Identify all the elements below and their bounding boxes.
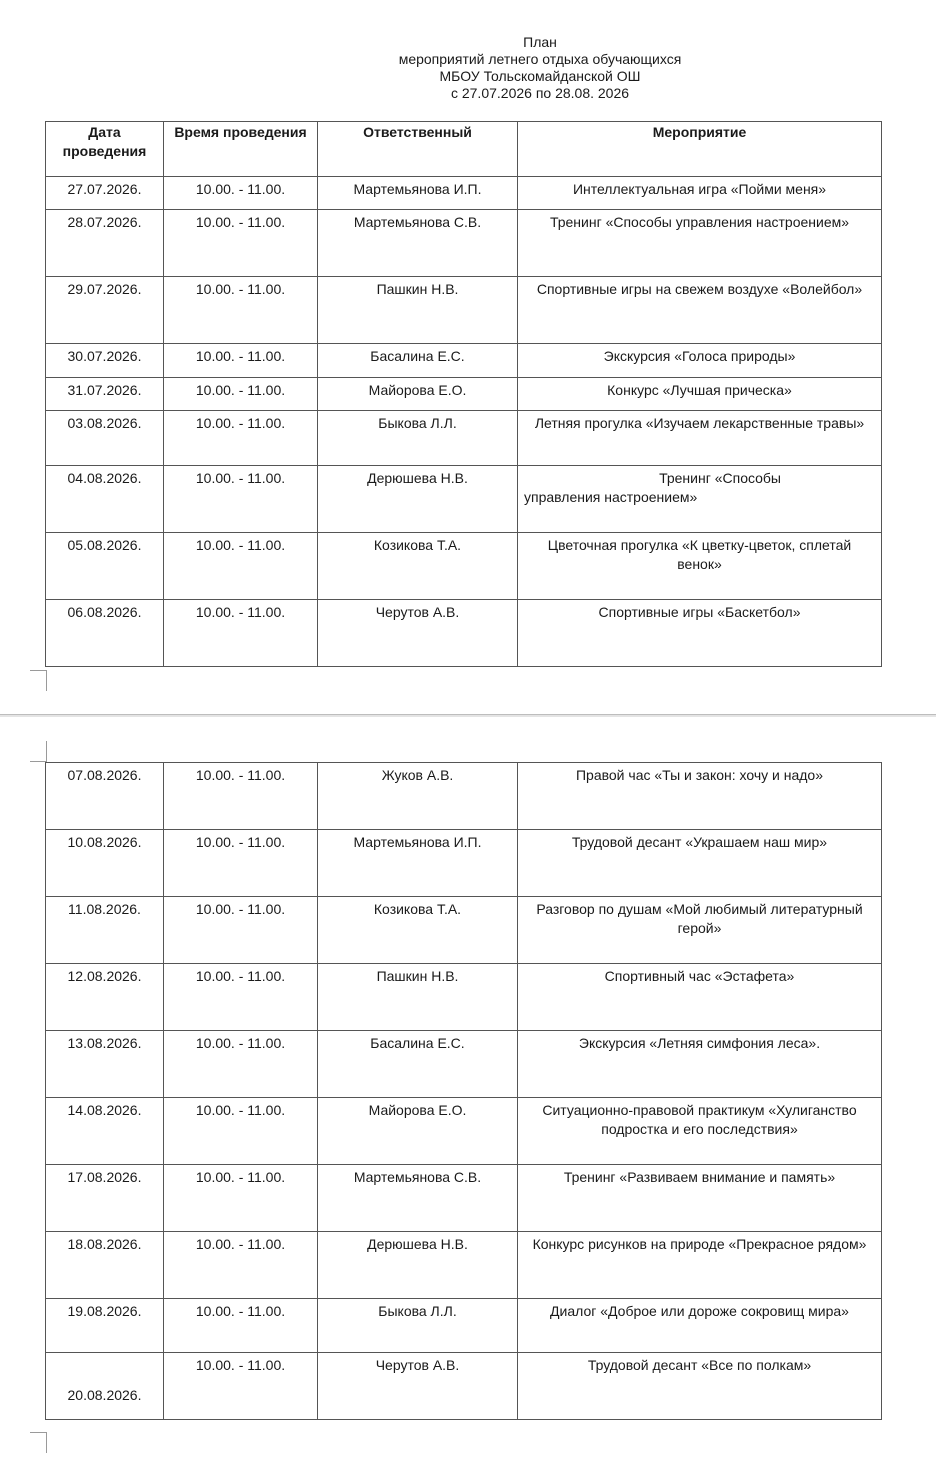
cell-event: Летняя прогулка «Изучаем лекарственные травы» [518,411,882,466]
title-line-2: мероприятий летнего отдыха обучающихся [398,51,682,67]
cell-responsible: Пашкин Н.В. [318,964,518,1031]
cell-responsible: Черутов А.В. [318,1353,518,1420]
title-line-3: МБОУ Тольскомайданской ОШ [439,68,641,84]
cell-time: 10.00. - 11.00. [164,1031,318,1098]
cell-time: 10.00. - 11.00. [164,411,318,466]
cell-time: 10.00. - 11.00. [164,1165,318,1232]
schedule-table-page-2 [45,762,882,1420]
cell-time: 10.00. - 11.00. [164,964,318,1031]
cell-responsible: Козикова Т.А. [318,533,518,600]
cell-date: 12.08.2026. [46,964,164,1031]
cell-time: 10.00. - 11.00. [164,277,318,344]
page-corner-mark [30,670,47,691]
cell-time: 10.00. - 11.00. [164,1353,318,1420]
cell-responsible: Майорова Е.О. [318,378,518,411]
cell-date: 04.08.2026. [46,466,164,533]
table-row [46,378,882,411]
cell-date: 03.08.2026. [46,411,164,466]
table-row [46,1232,882,1299]
cell-date: 13.08.2026. [46,1031,164,1098]
cell-event: Спортивные игры «Баскетбол» [518,600,882,667]
cell-time: 10.00. - 11.00. [164,378,318,411]
cell-time: 10.00. - 11.00. [164,177,318,210]
table-row [46,1098,882,1165]
table-row [46,411,882,466]
table-row [46,964,882,1031]
cell-event: Тренинг «Способы управления настроением» [518,210,882,277]
cell-time: 10.00. - 11.00. [164,763,318,830]
table-row [46,1299,882,1353]
cell-event: Цветочная прогулка «К цветку-цветок, сплетай венок» [518,533,882,600]
cell-event-line-1: Тренинг «Способы [659,470,781,486]
table-row [46,177,882,210]
cell-date: 18.08.2026. [46,1232,164,1299]
cell-date: 17.08.2026. [46,1165,164,1232]
cell-event: Спортивный час «Эстафета» [518,964,882,1031]
cell-event: Правой час «Ты и закон: хочу и надо» [518,763,882,830]
table-row [46,600,882,667]
page-1 [0,0,936,714]
table-row [46,466,882,533]
cell-time: 10.00. - 11.00. [164,1098,318,1165]
cell-time: 10.00. - 11.00. [164,1232,318,1299]
header-row [46,122,882,177]
cell-responsible: Мартемьянова И.П. [318,830,518,897]
cell-event-line-2: управления настроением» [524,489,698,505]
cell-time: 10.00. - 11.00. [164,344,318,378]
cell-event: Ситуационно-правовой практикум «Хулиганство подростка и его последствия» [518,1098,882,1165]
cell-date: 11.08.2026. [46,897,164,964]
column-header-time: Время проведения [164,122,318,177]
table-row [46,1165,882,1232]
cell-date: 14.08.2026. [46,1098,164,1165]
title-line-1: План [523,34,557,50]
cell-event: Экскурсия «Голоса природы» [518,344,882,378]
title-line-4: с 27.07.2026 по 28.08. 2026 [450,85,630,101]
column-header-responsible: Ответственный [318,122,518,177]
cell-event: Диалог «Доброе или дороже сокровищ мира» [518,1299,882,1353]
table-row [46,897,882,964]
cell-event: Экскурсия «Летняя симфония леса». [518,1031,882,1098]
cell-event: Тренинг «Развиваем внимание и память» [518,1165,882,1232]
cell-responsible: Дерюшева Н.В. [318,1232,518,1299]
cell-event: Трудовой десант «Все по полкам» [518,1353,882,1420]
cell-responsible: Быкова Л.Л. [318,411,518,466]
cell-event: Спортивные игры на свежем воздухе «Волейбол» [518,277,882,344]
cell-time: 10.00. - 11.00. [164,1299,318,1353]
cell-date: 28.07.2026. [46,210,164,277]
cell-date: 31.07.2026. [46,378,164,411]
cell-date: 05.08.2026. [46,533,164,600]
table-row [46,1031,882,1098]
cell-time: 10.00. - 11.00. [164,210,318,277]
cell-time: 10.00. - 11.00. [164,600,318,667]
page-corner-mark [30,1432,47,1453]
page-corner-mark [30,741,47,762]
cell-date: 19.08.2026. [46,1299,164,1353]
table-row [46,210,882,277]
table-row [46,344,882,378]
cell-responsible: Басалина Е.С. [318,1031,518,1098]
schedule-table-page-1 [45,121,882,667]
cell-date: 29.07.2026. [46,277,164,344]
cell-time: 10.00. - 11.00. [164,533,318,600]
cell-date: 30.07.2026. [46,344,164,378]
cell-time: 10.00. - 11.00. [164,466,318,533]
cell-responsible: Басалина Е.С. [318,344,518,378]
cell-event: Конкурс рисунков на природе «Прекрасное рядом» [518,1232,882,1299]
cell-event: Разговор по душам «Мой любимый литературный герой» [518,897,882,964]
cell-event: Трудовой десант «Украшаем наш мир» [518,830,882,897]
table-row [46,533,882,600]
cell-date: 20.08.2026. [46,1353,164,1420]
page-2 [0,717,936,1476]
cell-date: 27.07.2026. [46,177,164,210]
cell-event [518,466,882,533]
cell-responsible: Дерюшева Н.В. [318,466,518,533]
cell-event: Интеллектуальная игра «Пойми меня» [518,177,882,210]
table-row [46,830,882,897]
cell-responsible: Мартемьянова И.П. [318,177,518,210]
cell-time: 10.00. - 11.00. [164,830,318,897]
cell-event: Конкурс «Лучшая прическа» [518,378,882,411]
cell-time: 10.00. - 11.00. [164,897,318,964]
cell-responsible: Черутов А.В. [318,600,518,667]
cell-date: 06.08.2026. [46,600,164,667]
cell-date: 07.08.2026. [46,763,164,830]
cell-date: 10.08.2026. [46,830,164,897]
cell-responsible: Козикова Т.А. [318,897,518,964]
cell-responsible: Мартемьянова С.В. [318,210,518,277]
table-row [46,763,882,830]
document-title [300,34,780,102]
table-row [46,277,882,344]
cell-responsible: Быкова Л.Л. [318,1299,518,1353]
cell-responsible: Пашкин Н.В. [318,277,518,344]
cell-responsible: Мартемьянова С.В. [318,1165,518,1232]
cell-responsible: Жуков А.В. [318,763,518,830]
table-row [46,1353,882,1420]
column-header-event: Мероприятие [518,122,882,177]
column-header-date: Дата проведения [46,122,164,177]
cell-responsible: Майорова Е.О. [318,1098,518,1165]
